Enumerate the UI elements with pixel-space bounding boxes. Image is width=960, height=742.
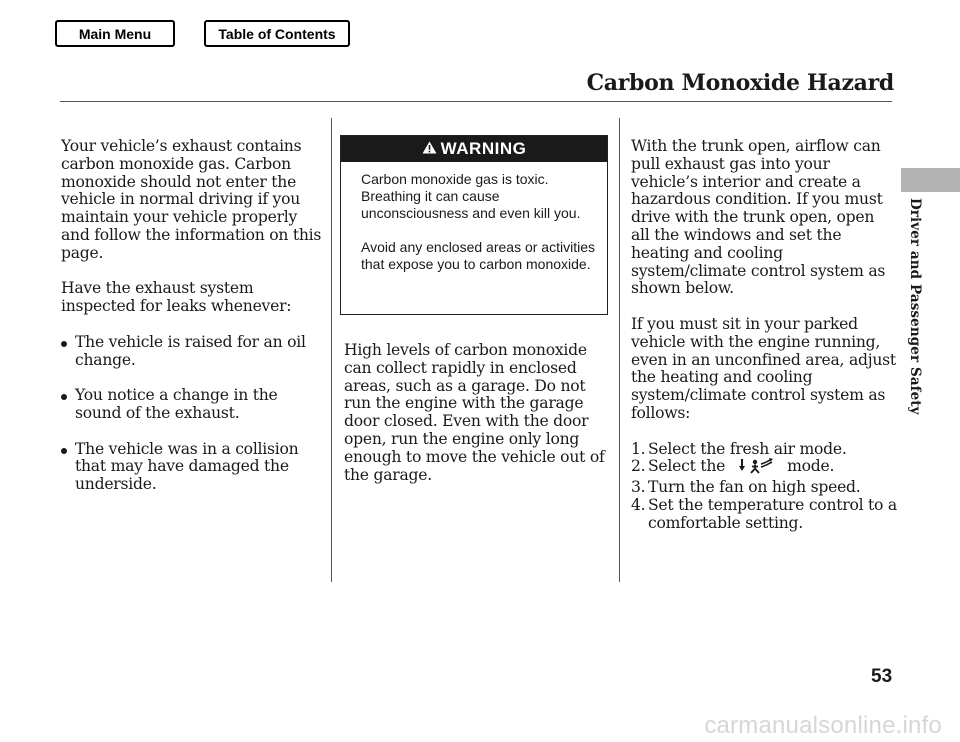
warning-box xyxy=(340,135,608,315)
step-text-tail: mode. xyxy=(787,457,835,476)
list-item xyxy=(631,458,897,479)
climate-steps-list xyxy=(631,441,897,533)
warning-paragraph-1: Carbon monoxide gas is toxic. Breathing it can cause unconsciousness and even kill you. xyxy=(361,171,581,221)
step-text: Turn the fan on high speed. xyxy=(648,478,861,497)
page-title: Carbon Monoxide Hazard xyxy=(586,70,894,96)
list-item xyxy=(631,497,897,533)
section-tab-marker xyxy=(901,168,960,192)
inspection-bullet-list xyxy=(61,334,323,494)
step-text: Select the xyxy=(648,457,726,476)
garage-paragraph: High levels of carbon monoxide can collect rapidly in enclosed areas, such as a garage. Do not run the engine with the garage door closed. Even with the door open, run the engine only long enough to move the vehicle out of the garage. xyxy=(344,341,605,484)
table-of-contents-button[interactable]: Table of Contents xyxy=(204,20,350,47)
warning-body xyxy=(341,162,607,273)
column-divider-left xyxy=(331,118,332,582)
watermark: carmanualsonline.info xyxy=(704,712,942,739)
bullet-icon xyxy=(61,341,67,347)
warning-triangle-icon xyxy=(422,139,437,159)
bullet-text: You notice a change in the sound of the exhaust. xyxy=(75,386,278,422)
middle-column xyxy=(344,342,610,484)
list-item xyxy=(61,441,323,494)
trunk-paragraph: With the trunk open, airflow can pull exhaust gas into your vehicle’s interior and create a hazardous condition. If you must drive with the trunk open, open all the windows and set the heating and cooling system/climate control system as shown below. xyxy=(631,137,886,298)
inspect-paragraph: Have the exhaust system inspected for leaks whenever: xyxy=(61,279,292,316)
list-item xyxy=(631,441,897,459)
list-item xyxy=(61,334,323,370)
list-item xyxy=(631,479,897,497)
left-column xyxy=(61,138,323,494)
warning-label: WARNING xyxy=(440,139,527,158)
page-number: 53 xyxy=(871,666,893,687)
main-menu-button[interactable]: Main Menu xyxy=(55,20,175,47)
bullet-icon xyxy=(61,394,67,400)
step-number: 3. xyxy=(631,478,646,497)
warning-header xyxy=(341,136,607,162)
step-number: 1. xyxy=(631,439,646,458)
bullet-text: The vehicle was in a collision that may have damaged the underside. xyxy=(75,439,299,494)
step-number: 2. xyxy=(631,457,646,476)
bullet-icon xyxy=(61,448,67,454)
section-side-label xyxy=(903,198,927,415)
bullet-text: The vehicle is raised for an oil change. xyxy=(75,332,306,369)
step-text: Set the temperature control to a comfortable setting. xyxy=(648,495,897,532)
warning-paragraph-2: Avoid any enclosed areas or activities that expose you to carbon monoxide. xyxy=(361,239,595,272)
title-divider xyxy=(60,101,892,102)
vent-mode-icon xyxy=(739,458,773,479)
right-column xyxy=(631,138,897,533)
parked-paragraph: If you must sit in your parked vehicle with the engine running, even in an unconfined area, adjust the heating and cooling system/climate control system as follows: xyxy=(631,314,896,422)
section-side-label-text: Driver and Passenger Safety xyxy=(907,198,923,415)
intro-paragraph: Your vehicle’s exhaust contains carbon monoxide gas. Carbon monoxide should not enter the vehicle in normal driving if you maintain your vehicle properly and follow the information on this page. xyxy=(61,137,322,262)
column-divider-right xyxy=(619,118,620,582)
step-text: Select the fresh air mode. xyxy=(648,439,847,458)
step-number: 4. xyxy=(631,495,646,514)
list-item xyxy=(61,387,323,423)
